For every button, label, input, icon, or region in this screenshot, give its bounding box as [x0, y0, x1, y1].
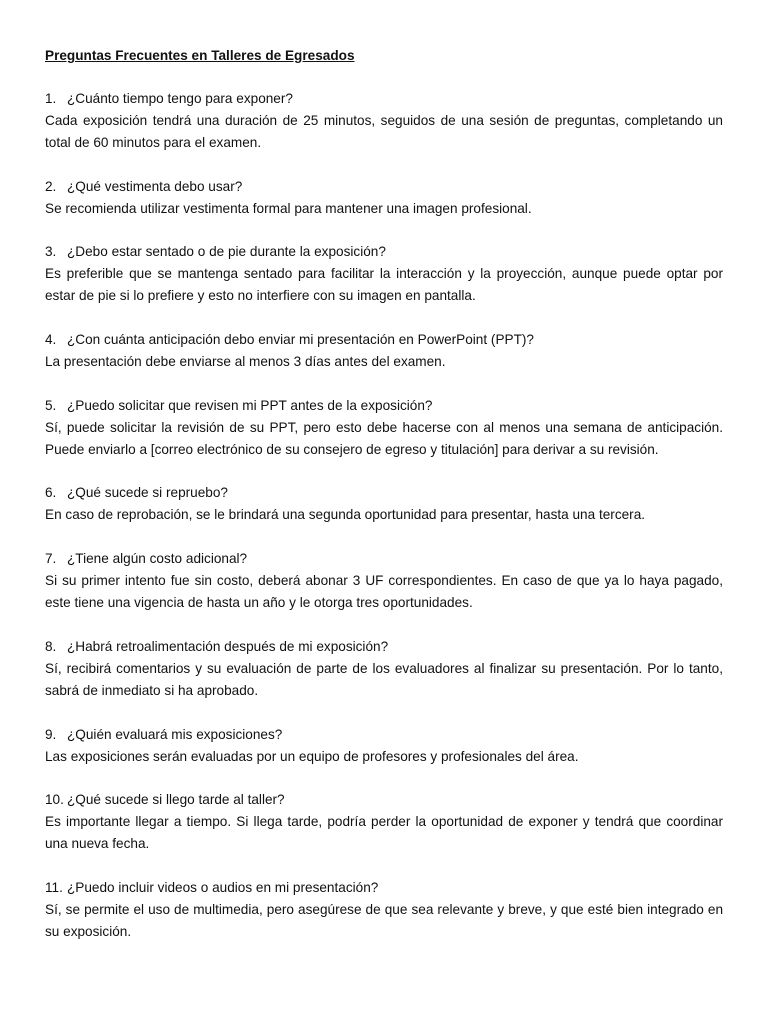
- faq-question: [45, 88, 723, 110]
- faq-number: 3.: [45, 244, 57, 260]
- faq-list: [45, 88, 723, 943]
- faq-answer: Sí, se permite el uso de multimedia, pero asegúrese de que sea relevante y breve, y que esté bien integrado en su exposición.: [45, 901, 723, 939]
- faq-number: 2.: [45, 178, 57, 194]
- faq-question-text: ¿Con cuánta anticipación debo enviar mi presentación en PowerPoint (PPT)?: [67, 332, 534, 348]
- faq-answer: Es importante llegar a tiempo. Si llega tarde, podría perder la oportunidad de exponer y tendrá que coordinar una nueva fecha.: [45, 814, 723, 852]
- faq-question: [45, 789, 723, 811]
- faq-answer: Sí, puede solicitar la revisión de su PPT, pero esto debe hacerse con al menos una semana de anticipación. Puede enviarlo a [correo electrónico de su consejero de egreso y titulación] para derivar a su revisión.: [45, 419, 723, 457]
- faq-question-text: ¿Habrá retroalimentación después de mi exposición?: [67, 638, 389, 654]
- faq-item-8: [45, 636, 723, 702]
- faq-question: [45, 241, 723, 263]
- faq-question-text: ¿Puedo solicitar que revisen mi PPT antes de la exposición?: [67, 397, 433, 413]
- faq-question: [45, 395, 723, 417]
- faq-answer: Es preferible que se mantenga sentado para facilitar la interacción y la proyección, aunque puede optar por estar de pie si lo prefiere y esto no interfiere con su imagen en pantalla.: [45, 266, 723, 304]
- faq-question: [45, 548, 723, 570]
- faq-item-2: [45, 176, 723, 220]
- faq-number: 6.: [45, 485, 57, 501]
- faq-item-4: [45, 329, 723, 373]
- faq-question-text: ¿Qué vestimenta debo usar?: [67, 178, 243, 194]
- faq-item-6: [45, 482, 723, 526]
- faq-item-3: [45, 241, 723, 307]
- faq-number: 7.: [45, 551, 57, 567]
- page-title: Preguntas Frecuentes en Talleres de Egresados: [45, 48, 355, 63]
- faq-answer: Se recomienda utilizar vestimenta formal para mantener una imagen profesional.: [45, 200, 532, 216]
- faq-question: [45, 877, 723, 899]
- faq-question-text: ¿Qué sucede si llego tarde al taller?: [67, 792, 285, 808]
- faq-answer: Las exposiciones serán evaluadas por un equipo de profesores y profesionales del área.: [45, 748, 579, 764]
- faq-question: [45, 636, 723, 658]
- faq-item-5: [45, 395, 723, 461]
- faq-question-text: ¿Qué sucede si repruebo?: [67, 485, 228, 501]
- faq-answer: En caso de reprobación, se le brindará una segunda oportunidad para presentar, hasta una tercera.: [45, 507, 646, 523]
- faq-number: 9.: [45, 726, 57, 742]
- faq-question-text: ¿Quién evaluará mis exposiciones?: [67, 726, 283, 742]
- faq-item-7: [45, 548, 723, 614]
- faq-question: [45, 329, 723, 351]
- faq-question-text: ¿Tiene algún costo adicional?: [67, 551, 248, 567]
- faq-number: 1.: [45, 91, 57, 106]
- faq-question: [45, 176, 723, 198]
- faq-question-text: ¿Debo estar sentado o de pie durante la exposición?: [67, 244, 386, 260]
- faq-answer: Sí, recibirá comentarios y su evaluación de parte de los evaluadores al finalizar su presentación. Por lo tanto, sabrá de inmediato si ha aprobado.: [45, 660, 723, 698]
- faq-number: 10.: [45, 792, 64, 808]
- faq-question: [45, 724, 723, 746]
- faq-question-text: ¿Puedo incluir videos o audios en mi presentación?: [67, 879, 379, 895]
- faq-item-9: [45, 724, 723, 768]
- faq-item-10: [45, 789, 723, 855]
- faq-answer: La presentación debe enviarse al menos 3 días antes del examen.: [45, 354, 446, 370]
- faq-number: 8.: [45, 638, 57, 654]
- faq-question: [45, 482, 723, 504]
- faq-number: 4.: [45, 332, 57, 348]
- faq-answer: Si su primer intento fue sin costo, deberá abonar 3 UF correspondientes. En caso de que ya lo haya pagado, este tiene una vigencia de hasta un año y le otorga tres oportunidades.: [45, 573, 723, 611]
- faq-item-11: [45, 877, 723, 943]
- faq-number: 5.: [45, 397, 57, 413]
- faq-answer: Cada exposición tendrá una duración de 25 minutos, seguidos de una sesión de preguntas, completando un total de 60 minutos para el examen.: [45, 113, 723, 150]
- faq-number: 11.: [45, 879, 63, 895]
- faq-item-1: [45, 88, 723, 154]
- faq-question-text: ¿Cuánto tiempo tengo para exponer?: [67, 91, 293, 106]
